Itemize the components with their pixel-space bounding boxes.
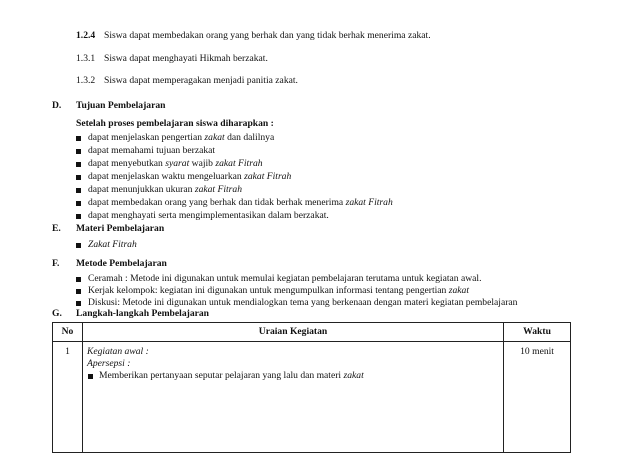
list-item: dapat memahami tujuan berzakat bbox=[88, 145, 216, 156]
list-item: dapat menyebutkan syarat wajib zakat Fitrah bbox=[88, 158, 263, 169]
table-row bbox=[53, 342, 571, 453]
sub-objective-number: 1.2.4 bbox=[76, 30, 96, 41]
bullet-icon bbox=[76, 289, 81, 294]
bullet-icon bbox=[76, 301, 81, 306]
list-item: Zakat Fitrah bbox=[88, 239, 137, 250]
bullet-icon bbox=[76, 277, 81, 282]
activity-bullet: Memberikan pertanyaan seputar pelajaran yang lalu dan materi zakat bbox=[87, 370, 499, 382]
section-title: Metode Pembelajaran bbox=[76, 258, 167, 269]
activity-table bbox=[52, 322, 571, 453]
list-item: dapat menghayati serta mengimplementasikan dalam berzakat. bbox=[88, 210, 329, 221]
sub-objective-text: Siswa dapat menghayati Hikmah berzakat. bbox=[104, 53, 268, 64]
list-item: dapat membedakan orang yang berhak dan tidak berhak menerima zakat Fitrah bbox=[88, 197, 393, 208]
column-header-waktu: Waktu bbox=[504, 323, 571, 342]
bullet-icon bbox=[76, 243, 81, 248]
sub-objective-text: Siswa dapat membedakan orang yang berhak dan yang tidak berhak menerima zakat. bbox=[104, 30, 431, 41]
section-title: Tujuan Pembelajaran bbox=[76, 100, 166, 111]
section-title: Materi Pembelajaran bbox=[76, 223, 165, 234]
list-item: Kerjak kelompok: kegiatan ini digunakan untuk mengumpulkan informasi tentang pengertian zakat bbox=[88, 285, 470, 296]
activity-subphase: Apersepsi : bbox=[86, 358, 131, 369]
bullet-icon bbox=[76, 201, 81, 206]
column-header-no: No bbox=[53, 323, 83, 342]
section-letter: E. bbox=[52, 223, 61, 234]
section-letter: F. bbox=[52, 258, 60, 269]
bullet-icon bbox=[88, 374, 93, 379]
column-header-uraian: Uraian Kegiatan bbox=[82, 323, 503, 342]
sub-objective-text: Siswa dapat memperagakan menjadi panitia zakat. bbox=[104, 75, 298, 86]
section-title: Langkah-langkah Pembelajaran bbox=[76, 308, 210, 319]
section-letter: D. bbox=[52, 100, 62, 111]
bullet-icon bbox=[76, 136, 81, 141]
section-intro: Setelah proses pembelajaran siswa diharapkan : bbox=[76, 118, 274, 129]
sub-objective-number: 1.3.2 bbox=[76, 75, 96, 86]
list-item: dapat menjelaskan waktu mengeluarkan zakat Fitrah bbox=[88, 171, 292, 182]
bullet-icon bbox=[76, 175, 81, 180]
activity-phase: Kegiatan awal : bbox=[86, 346, 149, 357]
table-header-row bbox=[53, 323, 571, 342]
cell-uraian bbox=[82, 342, 503, 453]
list-item: Diskusi: Metode ini digunakan untuk mendialogkan tema yang berkenaan dengan materi kegiatan pembelajaran bbox=[88, 297, 518, 308]
bullet-icon bbox=[76, 149, 81, 154]
cell-no: 1 bbox=[53, 342, 83, 453]
bullet-icon bbox=[76, 162, 81, 167]
list-item: Ceramah : Metode ini digunakan untuk memulai kegiatan pembelajaran terutama untuk kegiatan awal. bbox=[88, 273, 482, 284]
list-item: dapat menjelaskan pengertian zakat dan dalilnya bbox=[88, 132, 275, 143]
bullet-icon bbox=[76, 188, 81, 193]
sub-objective-number: 1.3.1 bbox=[76, 53, 96, 64]
bullet-icon bbox=[76, 214, 81, 219]
section-letter: G. bbox=[52, 308, 62, 319]
list-item: dapat menunjukkan ukuran zakat Fitrah bbox=[88, 184, 243, 195]
cell-waktu: 10 menit bbox=[504, 342, 571, 453]
